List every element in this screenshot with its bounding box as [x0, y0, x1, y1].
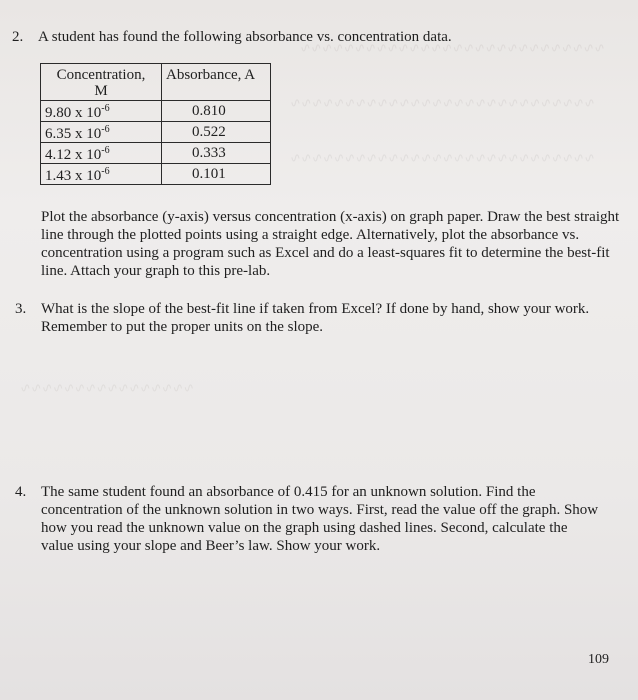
question-4-text: The same student found an absorbance of 0.415 for an unknown solution. Find the concentration of the unknown solution in two ways. First, read the value off the graph. Show how you read the unknown value on the graph using dashed lines. Second, calculate the value using your slope and Beer’s law. Show your work. [41, 484, 599, 554]
table-row [41, 143, 271, 164]
concentration-header [41, 64, 162, 101]
concentration-mantissa: 4.12 x 10 [45, 147, 102, 163]
question-2-instructions: Plot the absorbance (y-axis) versus concentration (x-axis) on graph paper. Draw the best straight line through the plotted points using a straight edge. Alternatively, plot the absorbance vs. concentration using a program such as Excel and do a least-squares fit to determine the best-fit line. Attach your graph to this pre-lab. [41, 209, 620, 279]
page-number: 109 [588, 652, 609, 667]
concentration-cell [41, 122, 162, 143]
absorbance-cell: 0.333 [162, 143, 271, 164]
absorbance-cell: 0.101 [162, 164, 271, 185]
concentration-mantissa: 6.35 x 10 [45, 126, 102, 142]
question-2-text: A student has found the following absorbance vs. concentration data. [38, 29, 452, 45]
question-3 [15, 300, 615, 340]
table-header-row [41, 64, 271, 101]
concentration-cell [41, 101, 162, 122]
absorbance-header: Absorbance, A [162, 64, 271, 101]
table-row [41, 164, 271, 185]
absorbance-data-table [40, 63, 271, 185]
question-3-text: What is the slope of the best-fit line if taken from Excel? If done by hand, show your work. Remember to put the proper units on the slope. [41, 301, 590, 335]
concentration-mantissa: 9.80 x 10 [45, 105, 102, 121]
concentration-exponent: -6 [101, 145, 110, 156]
show-through-texture: ∿∿∿∿∿∿∿∿∿∿∿∿∿∿∿∿∿∿∿∿∿∿∿∿∿∿∿∿ [290, 150, 595, 165]
concentration-exponent: -6 [101, 166, 110, 177]
concentration-cell [41, 164, 162, 185]
concentration-mantissa: 1.43 x 10 [45, 168, 102, 184]
question-4-number: 4. [15, 484, 27, 500]
concentration-exponent: -6 [101, 124, 110, 135]
show-through-texture: ∿∿∿∿∿∿∿∿∿∿∿∿∿∿∿∿∿∿∿∿∿∿∿∿∿∿∿∿ [300, 40, 605, 55]
question-2 [12, 28, 612, 48]
concentration-exponent: -6 [101, 103, 110, 114]
absorbance-cell: 0.522 [162, 122, 271, 143]
concentration-cell [41, 143, 162, 164]
question-2-number: 2. [12, 29, 24, 45]
show-through-texture: ∿∿∿∿∿∿∿∿∿∿∿∿∿∿∿∿∿∿∿∿∿∿∿∿∿∿∿∿ [290, 95, 595, 110]
question-3-number: 3. [15, 301, 27, 317]
table-row [41, 122, 271, 143]
question-4 [15, 483, 615, 558]
table-row [41, 101, 271, 122]
show-through-texture: ∿∿∿∿∿∿∿∿∿∿∿∿∿∿∿∿ [20, 380, 195, 395]
concentration-header-unit: M [94, 83, 108, 99]
concentration-header-label: Concentration, [56, 67, 146, 83]
absorbance-cell: 0.810 [162, 101, 271, 122]
